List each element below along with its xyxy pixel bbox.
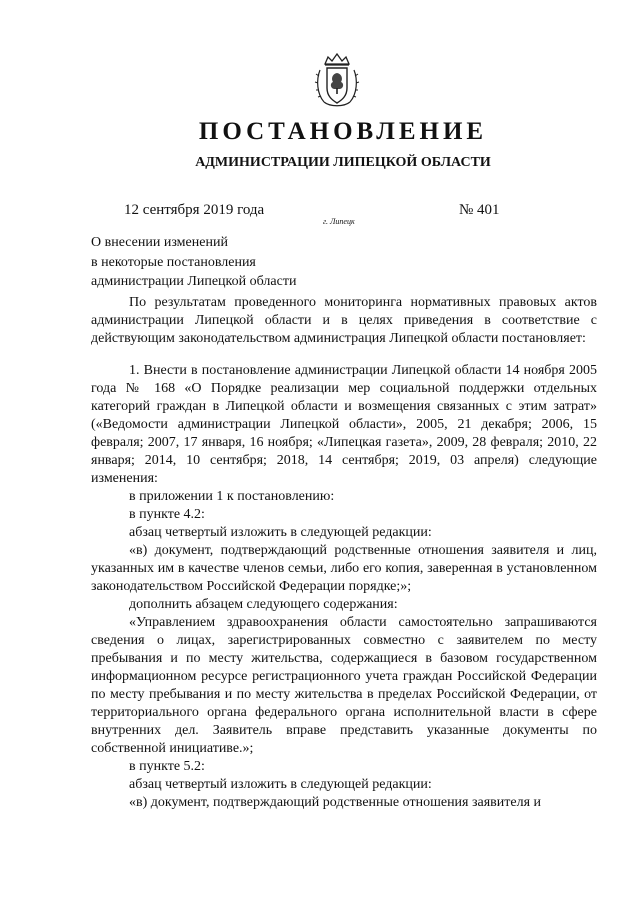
body-paragraph: абзац четвертый изложить в следующей редакции: — [129, 777, 432, 792]
document-city: г. Липецк — [323, 217, 355, 226]
subject-line: О внесении изменений — [91, 235, 228, 250]
document-body — [91, 294, 597, 812]
issuing-authority: АДМИНИСТРАЦИИ ЛИПЕЦКОЙ ОБЛАСТИ — [195, 155, 491, 170]
body-paragraph: абзац четвертый изложить в следующей редакции: — [129, 525, 432, 540]
body-paragraph: дополнить абзацем следующего содержания: — [129, 597, 398, 612]
preamble-paragraph: По результатам проведенного мониторинга нормативных правовых актов администрации Липецкой области и в целях приведения в соответствие с действующим законодательством администрация Липецкой области постановляет: — [91, 295, 597, 346]
body-paragraph: «в) документ, подтверждающий родственные отношения заявителя и — [129, 795, 542, 810]
body-paragraph: в пункте 5.2: — [129, 759, 205, 774]
body-paragraph: в пункте 4.2: — [129, 507, 205, 522]
body-paragraph: в приложении 1 к постановлению: — [129, 489, 335, 504]
document-subject — [91, 233, 296, 292]
subject-line: администрации Липецкой области — [91, 274, 297, 289]
clause-paragraph: 1. Внести в постановление администрации Липецкой области 14 ноября 2005 года № 168 «О Порядке реализации мер социальной поддержки отдельных категорий граждан в Липецкой области и возмещения связанных с этим затрат» («Ведомости администрации Липецкой области», 2005, 21 декабря; 2006, 15 февраля; 2007, 17 января, 16 ноября; «Липецкая газета», 2009, 28 февраля; 2010, 22 января; 2014, 10 сентября; 2018, 14 сентября; 2019, 03 апреля) следующие изменения: — [91, 363, 597, 486]
coat-of-arms-icon — [314, 52, 360, 110]
document-date: 12 сентября 2019 года — [124, 202, 265, 218]
body-paragraph: «Управлением здравоохранения области самостоятельно запрашиваются сведения о лицах, зарегистрированных совместно с заявителем по месту пребывания и по месту жительства, содержащиеся в базовом государственном информационном ресурсе регистрационного учета граждан Российской Федерации по месту пребывания и по месту жительства в пределах Российской Федерации, от территориального органа федерального органа исполнительной власти в сфере внутренних дел. Заявитель вправе представить указанные документы по собственной инициативе.»; — [91, 615, 597, 756]
document-title: ПОСТАНОВЛЕНИЕ — [198, 118, 488, 145]
document-number: № 401 — [459, 202, 500, 218]
subject-line: в некоторые постановления — [91, 254, 256, 270]
body-paragraph: «в) документ, подтверждающий родственные отношения заявителя и лиц, указанных им в качестве членов семьи, либо его копия, заверенная в установленном законодательством Российской Федерации порядке;»; — [91, 543, 597, 594]
